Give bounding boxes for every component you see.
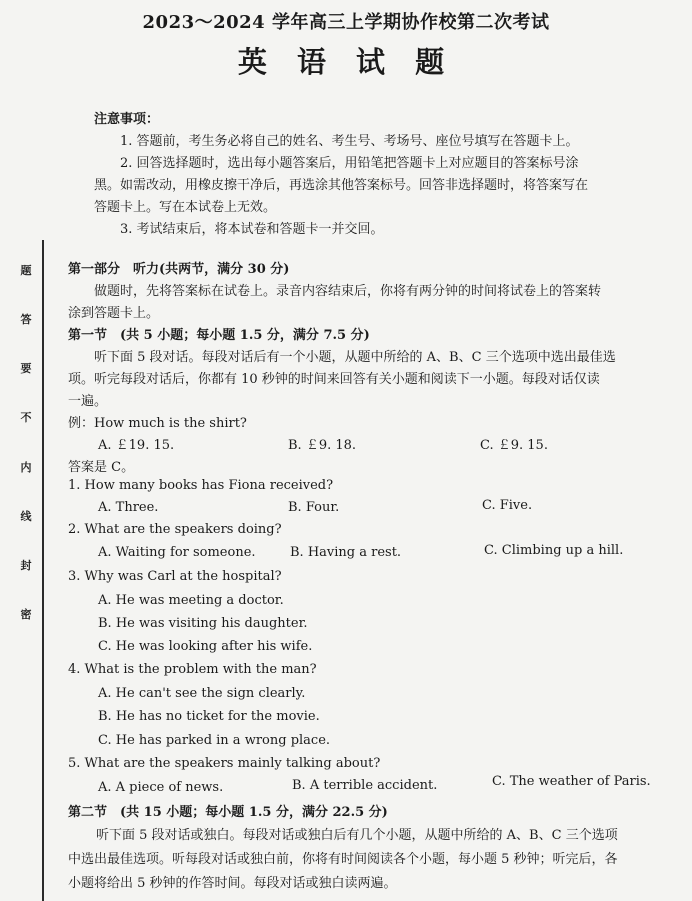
question-5: 5. What are the speakers mainly talking about? (68, 756, 381, 771)
question-3: 3. Why was Carl at the hospital? (68, 569, 282, 584)
notes-heading: 注意事项： (94, 112, 160, 127)
section1-instruction: 一遍。 (68, 394, 108, 409)
binding-margin-line (42, 240, 44, 901)
example-option-b: B. ￡9. 18. (288, 438, 357, 453)
section1-title: 第一节 (共 5 小题；每小题 1.5 分，满分 7.5 分) (68, 328, 370, 343)
seal-char: 不 (20, 411, 32, 425)
section2-instruction: 听下面 5 段对话或独白。每段对话或独白后有几个小题，从题中所给的 A、B、C 三个选项 (96, 828, 618, 843)
notes-line: 黑。如需改动，用橡皮擦干净后，再选涂其他答案标号。回答非选择题时，将答案写在 (94, 178, 589, 193)
exam-title: 2023～2024 学年高三上学期协作校第二次考试 (142, 12, 550, 33)
part1-intro: 涂到答题卡上。 (68, 306, 160, 321)
seal-char: 答 (20, 313, 32, 327)
q4-option-b: B. He has no ticket for the movie. (98, 709, 320, 724)
q2-option-c: C. Climbing up a hill. (484, 543, 624, 558)
subject-title: 英 语 试 题 (237, 45, 455, 79)
example-question: 例：How much is the shirt? (68, 416, 247, 431)
section1-instruction: 听下面 5 段对话。每段对话后有一个小题，从题中所给的 A、B、C 三个选项中选出最佳选 (94, 350, 616, 365)
seal-char: 线 (20, 509, 32, 523)
seal-char: 封 (20, 558, 32, 572)
seal-char: 内 (20, 460, 32, 474)
seal-line-text (16, 262, 36, 622)
q1-option-c: C. Five. (482, 498, 533, 513)
question-2: 2. What are the speakers doing? (68, 522, 282, 537)
notes-line: 3. 考试结束后，将本试卷和答题卡一并交回。 (120, 222, 384, 237)
seal-char: 密 (20, 607, 32, 621)
q5-option-c: C. The weather of Paris. (492, 774, 651, 789)
section2-title: 第二节 (共 15 小题；每小题 1.5 分，满分 22.5 分) (68, 805, 388, 820)
q2-option-a: A. Waiting for someone. (98, 545, 256, 560)
example-option-c: C. ￡9. 15. (480, 438, 548, 453)
notes-line: 答题卡上。写在本试卷上无效。 (94, 200, 277, 215)
part1-title: 第一部分 听力(共两节，满分 30 分) (68, 262, 290, 277)
notes-line: 1. 答题前，考生务必将自己的姓名、考生号、考场号、座位号填写在答题卡上。 (120, 134, 579, 149)
q3-option-b: B. He was visiting his daughter. (98, 616, 308, 631)
part1-intro: 做题时，先将答案标在试卷上。录音内容结束后，你将有两分钟的时间将试卷上的答案转 (94, 284, 602, 299)
question-4: 4. What is the problem with the man? (68, 662, 317, 677)
q5-option-a: A. A piece of news. (98, 780, 224, 795)
q2-option-b: B. Having a rest. (290, 545, 402, 560)
q4-option-c: C. He has parked in a wrong place. (98, 733, 331, 748)
section1-instruction: 项。听完每段对话后，你都有 10 秒钟的时间来回答有关小题和阅读下一小题。每段对话仅读 (68, 372, 600, 387)
q3-option-c: C. He was looking after his wife. (98, 639, 313, 654)
q3-option-a: A. He was meeting a doctor. (98, 593, 284, 608)
example-option-a: A. ￡19. 15. (98, 438, 175, 453)
section2-instruction: 小题将给出 5 秒钟的作答时间。每段对话或独白读两遍。 (68, 876, 397, 891)
question-1: 1. How many books has Fiona received? (68, 478, 334, 493)
q1-option-a: A. Three. (98, 500, 159, 515)
q1-option-b: B. Four. (288, 500, 340, 515)
seal-char: 题 (20, 264, 32, 277)
notes-line: 2. 回答选择题时，选出每小题答案后，用铅笔把答题卡上对应题目的答案标号涂 (120, 156, 579, 171)
q4-option-a: A. He can't see the sign clearly. (98, 686, 306, 701)
seal-char: 要 (20, 362, 32, 376)
example-answer: 答案是 C。 (68, 460, 135, 475)
section2-instruction: 中选出最佳选项。听每段对话或独白前，你将有时间阅读各个小题，每小题 5 秒钟；听完后，各 (68, 852, 618, 867)
q5-option-b: B. A terrible accident. (292, 778, 438, 793)
